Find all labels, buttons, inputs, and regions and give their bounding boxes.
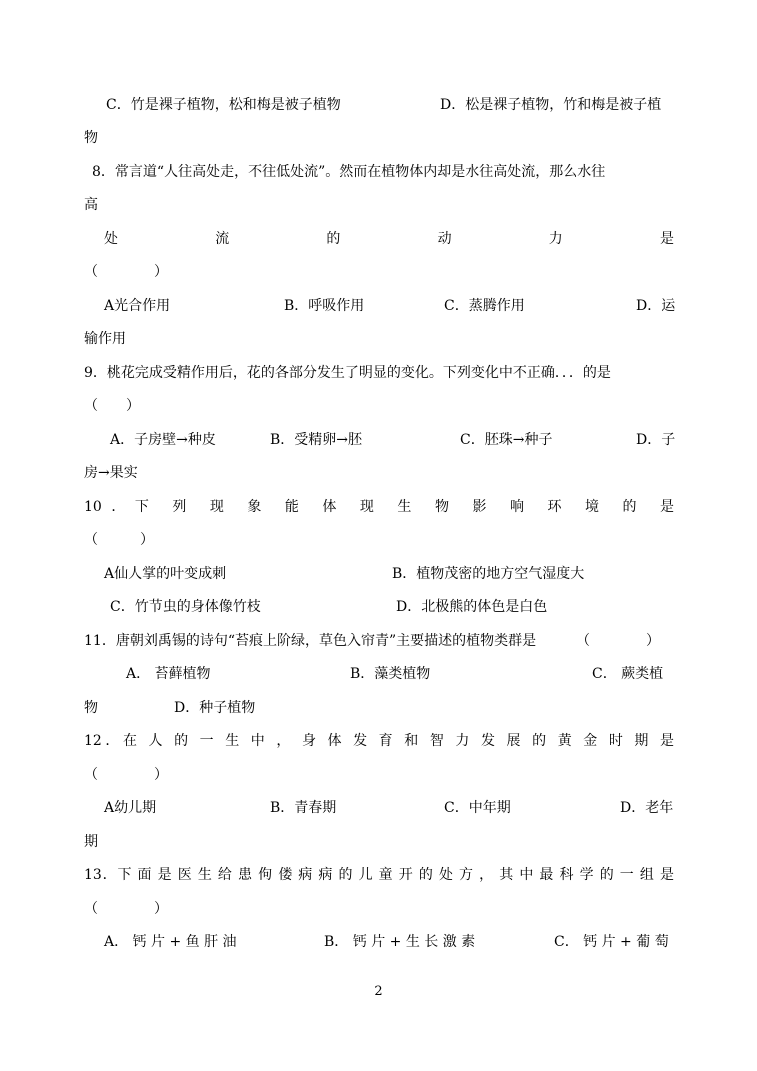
q7-option-d-continuation: 物 <box>84 130 98 146</box>
q9-option-c: C．胚珠→种子 <box>460 432 553 448</box>
q11-stem-row <box>84 631 674 651</box>
q7-option-c: C．竹是裸子植物，松和梅是被子植物 <box>106 97 341 113</box>
q12-option-c: C．中年期 <box>444 800 511 816</box>
q11-option-c-continuation: 物 <box>84 700 98 716</box>
q12-stem: 12．在 人 的 一 生 中 ， 身 体 发 育 和 智 力 发 展 的 黄 金 时 期 是 <box>84 733 674 749</box>
q10-options-row-1 <box>84 564 674 584</box>
q8-answer-parentheses: （ ） <box>84 264 168 280</box>
q8-options-row <box>84 296 674 316</box>
q12-option-b: B．青春期 <box>270 800 337 816</box>
q11-stem: 11．唐朝刘禹锡的诗句“苔痕上阶绿，草色入帘青”主要描述的植物类群是 <box>84 633 537 649</box>
q13-options-row <box>84 932 674 952</box>
q13-stem: 13．下 面 是 医 生 给 患 佝 偻 病 病 的 儿 童 开 的 处 方 ， 其 中 最 科 学 的 一 组 是 <box>84 867 674 883</box>
q7-option-d: D．松是裸子植物，竹和梅是被子植 <box>440 97 662 113</box>
q8-option-a: A光合作用 <box>104 298 171 314</box>
q9-options-row <box>84 430 674 450</box>
q9-option-d: D．子 <box>636 432 676 448</box>
q12-option-d: D．老年 <box>620 800 674 816</box>
q11-answer-parentheses: （ ） <box>576 633 660 649</box>
q11-options-row-2 <box>84 698 674 718</box>
q9-stem: 9．桃花完成受精作用后，花的各部分发生了明显的变化。下列变化中不正确．．．的是 <box>84 365 611 381</box>
q10-answer-parentheses: （ ） <box>84 532 154 548</box>
page-number: 2 <box>374 984 383 999</box>
q12-option-d-continuation: 期 <box>84 834 98 850</box>
q12-answer-parentheses: （ ） <box>84 767 168 783</box>
q10-option-c: C．竹节虫的身体像竹枝 <box>110 599 261 615</box>
q11-option-c: C． 蕨类植 <box>592 666 664 682</box>
q10-options-row-2 <box>84 597 674 617</box>
q8-stem: 8．常言道“人往高处走，不往低处流”。然而在植物体内却是水往高处流，那么水往 <box>92 164 606 180</box>
q9-option-a: A．子房壁→种皮 <box>110 432 216 448</box>
q9-option-b: B．受精卵→胚 <box>270 432 363 448</box>
q11-option-b: B．藻类植物 <box>350 666 431 682</box>
q11-options-row <box>84 664 674 684</box>
q9-answer-parentheses: （ ） <box>84 398 140 414</box>
q8-stem-spaced: 处 流 的 动 力 是 <box>104 231 674 247</box>
q10-option-d: D．北极熊的体色是白色 <box>396 599 548 615</box>
q11-option-a: A． 苔藓植物 <box>126 666 211 682</box>
q13-option-a: A． 钙 片 + 鱼 肝 油 <box>104 934 237 950</box>
q13-option-b: B． 钙 片 + 生 长 激 素 <box>324 934 476 950</box>
q11-option-d: D．种子植物 <box>174 700 256 716</box>
q13-answer-parentheses: （ ） <box>84 901 168 917</box>
q10-option-a: A仙人掌的叶变成刺 <box>104 566 227 582</box>
q8-option-b: B．呼吸作用 <box>284 298 365 314</box>
q9-option-d-continuation: 房→果实 <box>84 465 138 481</box>
q12-options-row <box>84 798 674 818</box>
q10-option-b: B．植物茂密的地方空气湿度大 <box>392 566 585 582</box>
q7-options-row <box>84 95 674 115</box>
q12-option-a: A幼儿期 <box>104 800 157 816</box>
q13-option-c: C． 钙 片 + 葡 萄 <box>554 934 669 950</box>
q10-stem: 10．下 列 现 象 能 体 现 生 物 影 响 环 境 的 是 <box>84 499 674 515</box>
q8-stem-continuation: 高 <box>84 197 98 213</box>
q8-option-d-continuation: 输作用 <box>84 331 126 347</box>
q8-option-d: D．运 <box>636 298 676 314</box>
q8-option-c: C．蒸腾作用 <box>444 298 525 314</box>
